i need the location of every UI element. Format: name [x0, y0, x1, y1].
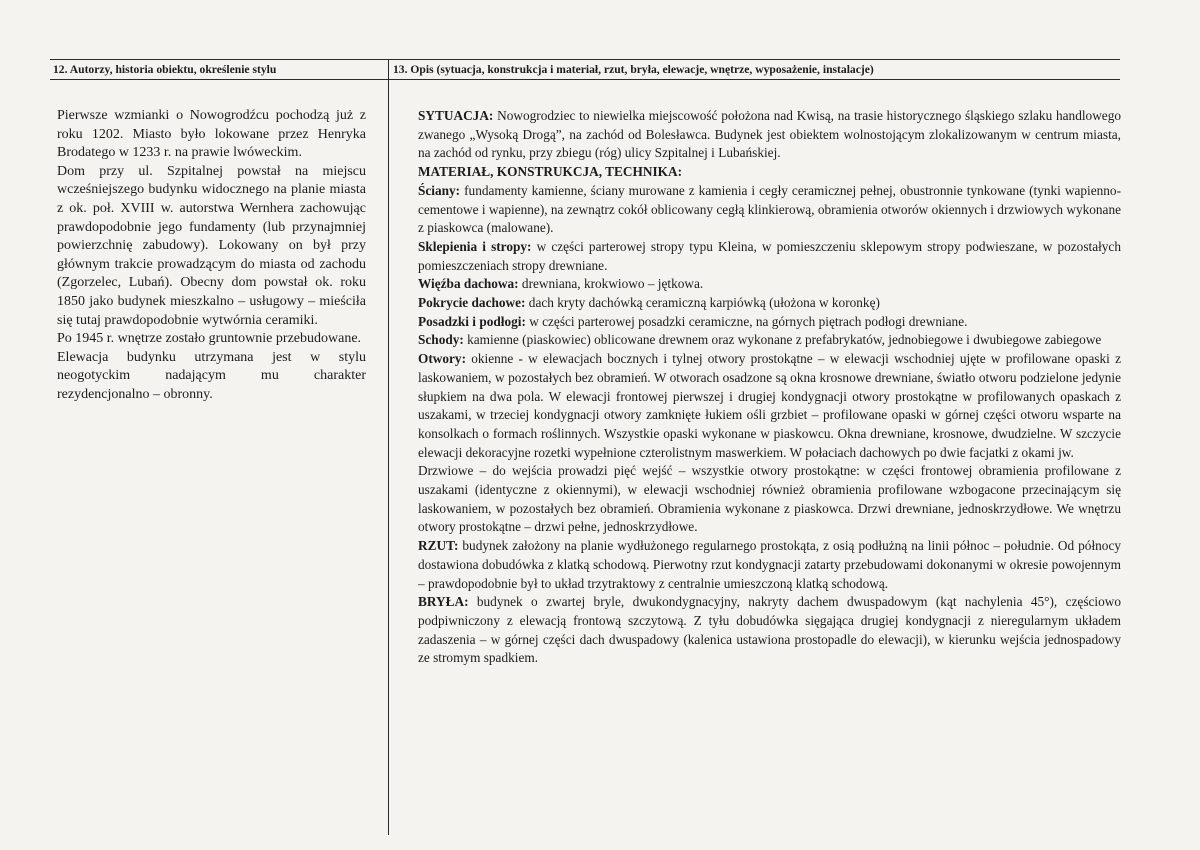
otwory-text: okienne - w elewacjach bocznych i tylnej otwory prostokątne – w elewacji wschodniej ujęte w profilowane opaski z laskowaniem, w pozostałych bez obramień. W otworach osadzone są okna krosnowe drewniane, światło otworu podzielone jedynie słupkiem na dwa pola. W elewacji frontowej pierwszej i drugiej kondygnacji otwory prostokątne w profilowanych opaskach z uszakami, w trzeciej kondygnacji otwory zamknięte łukiem ośli grzbiet – profilowane opaski w górnej części otworu wsparte na konsolkach o formach roślinnych. Wszystkie opaski wykonane w piaskowcu. Okna drewniane, krosnowe, dwudzielne. W szczycie elewacji dekoracyjne rozetki wypełnione czterolistnym maswerkiem. W połaciach dachowych po dwie facjatki z okami jw. — [418, 351, 1121, 460]
sytuacja-label: SYTUACJA: — [418, 108, 494, 123]
sytuacja-text: Nowogrodziec to niewielka miejscowość położona nad Kwisą, na trasie historycznego śląskiego szlaku handlowego zwanego „Wysoką Drogą”, na zachód od Bolesławca. Budynek jest obiektem wolnostojącym zlokalizowanym w centrum miasta, na zachód od rynku, przy zbiegu (róg) ulicy Szpitalnej i Lubańskiej. — [418, 108, 1121, 161]
rzut-paragraph — [418, 537, 1121, 593]
wiezba-label: Więźba dachowa: — [418, 276, 519, 292]
bryla-paragraph — [418, 593, 1121, 668]
pokrycie-paragraph — [418, 294, 1121, 313]
material-heading: MATERIAŁ, KONSTRUKCJA, TECHNIKA: — [418, 164, 682, 180]
posadzki-label: Posadzki i podłogi: — [418, 313, 526, 329]
pokrycie-text: dach kryty dachówką ceramiczną karpiówką (ułożona w koronkę) — [525, 295, 880, 311]
sklepienia-label: Sklepienia i stropy: — [418, 238, 532, 254]
posadzki-text: w części parterowej posadzki ceramiczne, na górnych piętrach podłogi drewniane. — [525, 313, 968, 329]
history-paragraph: Pierwsze wzmianki o Nowogrodźcu pochodzą już z roku 1202. Miasto było lokowane przez Henryka Brodatego w 1233 r. na prawie lwóweckim. — [57, 108, 366, 161]
sklepienia-text: w części parterowej stropy typu Kleina, w pomieszczeniu sklepowym stropy podwieszane, w pozostałych pomieszczeniach stropy drewniane. — [418, 238, 1121, 273]
schody-paragraph — [418, 331, 1121, 350]
top-rule — [50, 59, 1120, 60]
section-13-header: 13. Opis (sytuacja, konstrukcja i materiał, rzut, bryła, elewacje, wnętrze, wyposażenie, instalacje) — [393, 63, 874, 76]
rzut-label: RZUT: — [418, 538, 459, 554]
schody-label: Schody: — [418, 332, 464, 348]
drzwiowe-paragraph: Drzwiowe – do wejścia prowadzi pięć wejść – wszystkie otwory prostokątne: w części frontowej obramienia profilowane z uszakami (identyczne z okiennymi), w elewacji wschodniej również obramienia profilowane wzbogacone przecinającym się laskowaniem, w pozostałych bez obramień. Obramienia wykonane z piaskowca. Drzwi drewniane, jednoskrzydłowe. We wnętrzu otwory prostokątne – drzwi pełne, jednoskrzydłowe. — [418, 463, 1121, 535]
schody-text: kamienne (piaskowiec) oblicowane drewnem oraz wykonane z prefabrykatów, jednobiegowe i dwubiegowe zabiegowe — [463, 332, 1102, 348]
sytuacja-paragraph — [418, 107, 1121, 163]
bryla-text: budynek o zwartej bryle, dwukondygnacyjny, nakryty dachem dwuspadowym (kąt nachylenia 45°), częściowo podpiwniczony z elewacją frontową szczytową. Z tyłu dobudówka sięgająca drugiej kondygnacji z nieregularnym układem zadaszenia – w górnej części dach dwuspadowy (kalenica ustawiona prostopadle do elewacji), w kierunku wejścia jednospadowy ze stromym spadkiem. — [418, 594, 1121, 666]
sciany-label: Ściany: — [418, 182, 461, 198]
otwory-paragraph — [418, 350, 1121, 462]
header-underline — [50, 79, 1120, 80]
sciany-paragraph — [418, 182, 1121, 238]
sklepienia-paragraph — [418, 238, 1121, 275]
posadzki-paragraph — [418, 313, 1121, 332]
sciany-text: fundamenty kamienne, ściany murowane z kamienia i cegły ceramicznej pełnej, obustronnie tynkowane (tynki wapienno-cementowe i wapienne), na zewnątrz cokół oblicowany cegłą klinkierową, obramienia otworów okiennych i drzwiowych wykonane z piaskowca (malowane). — [418, 182, 1122, 236]
history-paragraph: Po 1945 r. wnętrze zostało gruntownie przebudowane. — [57, 331, 362, 347]
bryla-label: BRYŁA: — [418, 594, 469, 610]
column-divider — [388, 59, 389, 835]
pokrycie-label: Pokrycie dachowe: — [418, 295, 526, 311]
history-paragraph: Elewacja budynku utrzymana jest w stylu neogotyckim nadającym mu charakter rezydencjonalno – obronny. — [57, 349, 366, 402]
section-12-header: 12. Autorzy, historia obiektu, określenie stylu — [53, 63, 277, 76]
rzut-text: budynek założony na planie wydłużonego regularnego prostokąta, z osią podłużną na linii północ – południe. Od północy dostawiona dobudówka z klatką schodową. Pierwotny rzut kondygnacji zatarty przebudowami dokonanymi w okresie powojennym – prawdopodobnie był to układ trzytraktowy z centralnie umieszczoną klatką schodową. — [418, 538, 1121, 591]
description-column — [418, 107, 1121, 668]
otwory-label: Otwory: — [418, 351, 466, 367]
history-column — [57, 107, 366, 405]
wiezba-paragraph — [418, 275, 1121, 294]
wiezba-text: drewniana, krokwiowo – jętkowa. — [518, 276, 704, 292]
history-paragraph: Dom przy ul. Szpitalnej powstał na miejscu wcześniejszego budynku widocznego na planie miasta z ok. poł. XVIII w. autorstwa Wernhera zachowując prawdopodobnie jego fundamenty (lub przynajmniej powierzchnię zabudowy). Lokowany on był przy głównym trakcie prowadzącym do miasta od zachodu (Zgorzelec, Lubań). Obecny dom powstał ok. roku 1850 jako budynek mieszkalno – usługowy – mieściła się tutaj prawdopodobnie wytwórnia ceramiki. — [57, 163, 366, 328]
